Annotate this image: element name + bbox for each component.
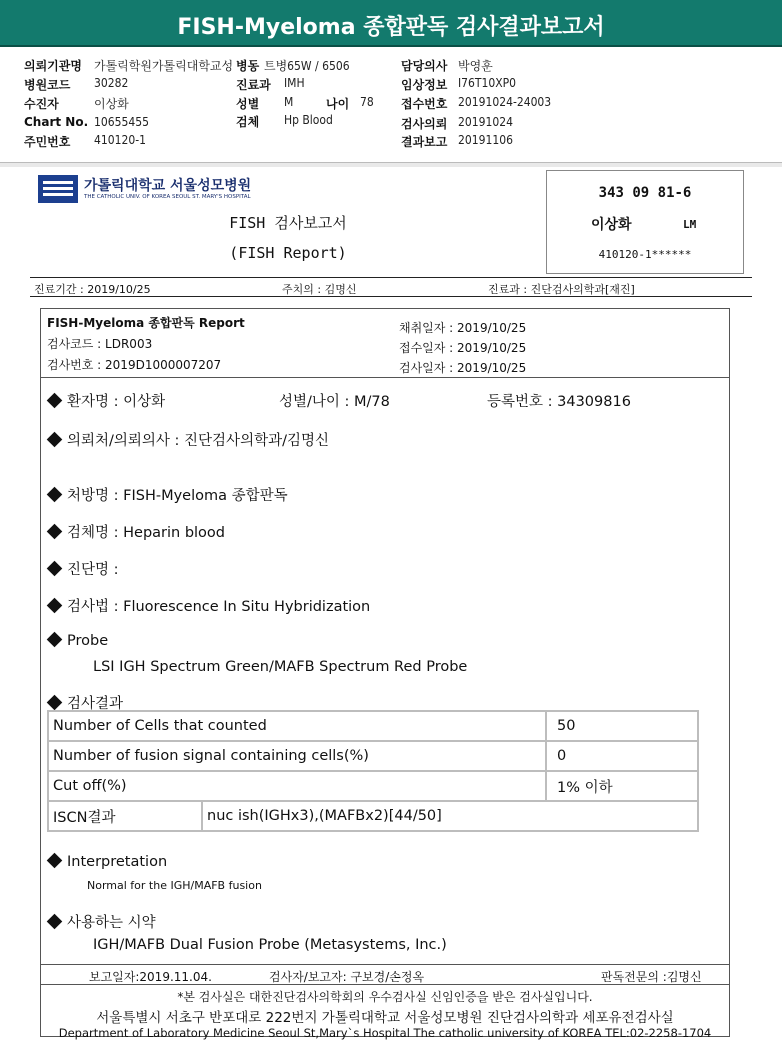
specimen-line: 검체명 : Heparin blood	[49, 521, 225, 542]
report-date: 보고일자:2019.11.04.	[89, 970, 212, 984]
title-banner	[0, 0, 782, 47]
reagent-title: 사용하는 시약	[49, 911, 156, 932]
prescription-line: 처방명 : FISH-Myeloma 종합판독	[49, 484, 288, 505]
age-value: 78	[360, 95, 374, 109]
receive-date: 접수일자 : 2019/10/25	[399, 341, 527, 355]
visit-info	[30, 277, 752, 297]
sex-value: M	[284, 95, 294, 109]
patient-resident: 410120-1******	[598, 248, 692, 261]
address-english: Department of Laboratory Medicine Seoul St,Mary`s Hospital The catholic university of KOREA TEL:02-2258-1704	[58, 1026, 712, 1040]
method-line: 검사법 : Fluorescence In Situ Hybridization	[49, 595, 370, 616]
chart-no-value: 10655455	[94, 115, 149, 129]
certification-note: *본 검사실은 대한진단검사의학회의 우수검사실 신임인증을 받은 검사실입니다.	[177, 990, 593, 1004]
hospital-code-label: 병원코드	[24, 78, 71, 92]
institution-value: 가톨릭학원가톨릭대학교성	[94, 59, 234, 73]
test-meta	[41, 309, 729, 378]
bullet-diamond-icon	[47, 598, 63, 614]
result-title: 검사결과	[49, 692, 123, 713]
accession-value: 20191024-24003	[458, 95, 552, 109]
ward-label: 병동	[236, 59, 260, 73]
bullet-diamond-icon	[47, 914, 63, 930]
iscn-label: ISCN결과	[48, 801, 202, 831]
report-title-en: (FISH Report)	[229, 244, 347, 262]
banner-title: FISH-Myeloma 종합판독 검사결과보고서	[177, 15, 605, 40]
bullet-diamond-icon	[47, 632, 63, 648]
age-label: 나이	[326, 97, 350, 111]
bullet-diamond-icon	[47, 393, 63, 409]
dept-value: IMH	[284, 76, 305, 90]
visit-period: 진료기간 : 2019/10/25	[34, 283, 151, 296]
specimen-value: Hp Blood	[284, 113, 333, 127]
report-title-ko: FISH 검사보고서	[229, 214, 347, 232]
table-row	[48, 801, 698, 831]
fusion-value: 0	[546, 741, 698, 771]
hospital-logo	[38, 175, 78, 203]
clinical-label: 임상정보	[401, 78, 448, 92]
doctor-label: 담당의사	[401, 59, 448, 73]
patient-name-line: 환자명 : 이상화	[49, 390, 165, 411]
specimen-label: 검체	[236, 115, 260, 129]
probe-value: LSI IGH Spectrum Green/MAFB Spectrum Red Probe	[93, 659, 468, 675]
referrer-line: 의뢰처/의뢰의사 : 진단검사의학과/김명신	[49, 429, 329, 450]
report-footer	[41, 984, 729, 1040]
visit-dept: 진료과 : 진단검사의학과[재진]	[488, 283, 635, 296]
collect-date: 채취일자 : 2019/10/25	[399, 321, 527, 335]
clinical-value: I76T10XP0	[458, 76, 517, 90]
iscn-value: nuc ish(IGHx3),(MAFBx2)[44/50]	[202, 801, 698, 831]
accession-label: 접수번호	[401, 97, 448, 111]
patient-id: 343 09 81-6	[598, 185, 692, 201]
hospital-name: 가톨릭대학교 서울성모병원	[84, 178, 252, 194]
test-number: 검사번호 : 2019D1000007207	[47, 358, 222, 372]
examiner: 검사자/보고자: 구보경/손정옥	[269, 970, 425, 984]
chart-no-label: Chart No.	[24, 115, 89, 129]
request-label: 검사의뢰	[401, 117, 448, 131]
interpretation-title: Interpretation	[49, 854, 167, 870]
fish-report-page	[0, 167, 782, 1040]
patient-name: 이상화	[591, 217, 632, 233]
examinee-value: 이상화	[94, 97, 129, 111]
bullet-diamond-icon	[47, 432, 63, 448]
table-row	[48, 711, 698, 741]
table-row	[48, 771, 698, 801]
fusion-label: Number of fusion signal containing cells(%)	[48, 741, 546, 771]
test-name: FISH-Myeloma 종합판독 Report	[47, 316, 245, 330]
examinee-label: 수진자	[24, 97, 59, 111]
cells-counted-value: 50	[546, 711, 698, 741]
bullet-diamond-icon	[47, 695, 63, 711]
report-date-label: 결과보고	[401, 135, 448, 149]
attending-physician: 주치의 : 김명신	[282, 283, 357, 296]
cells-counted-label: Number of Cells that counted	[48, 711, 546, 741]
interpretation-value: Normal for the IGH/MAFB fusion	[87, 879, 262, 892]
probe-title: Probe	[49, 633, 108, 649]
sex-label: 성별	[236, 97, 260, 111]
bullet-diamond-icon	[47, 524, 63, 540]
resident-value: 410120-1	[94, 133, 146, 147]
hospital-subname: THE CATHOLIC UNIV. OF KOREA SEOUL ST. MARY'S HOSPITAL	[84, 194, 251, 200]
institution-label: 의뢰기관명	[24, 59, 82, 73]
report-date-value: 20191106	[458, 133, 513, 147]
signature-row	[41, 964, 729, 984]
resident-label: 주민번호	[24, 135, 71, 149]
reg-no-line: 등록번호 : 34309816	[487, 394, 631, 410]
doctor-value: 박영훈	[458, 59, 493, 73]
reagent-value: IGH/MAFB Dual Fusion Probe (Metasystems, Inc.)	[93, 937, 447, 953]
table-row	[48, 741, 698, 771]
patient-code: LM	[683, 218, 697, 231]
exam-date: 검사일자 : 2019/10/25	[399, 361, 527, 375]
diagnosis-line: 진단명 :	[49, 558, 119, 579]
bullet-diamond-icon	[47, 561, 63, 577]
result-table	[47, 710, 699, 832]
address-korean: 서울특별시 서초구 반포대로 222번지 가톨릭대학교 서울성모병원 진단검사의학과 세포유전검사실	[96, 1010, 674, 1026]
patient-label-box	[546, 170, 744, 274]
test-code: 검사코드 : LDR003	[47, 337, 153, 351]
request-value: 20191024	[458, 115, 513, 129]
specialist: 판독전문의 :김명신	[601, 970, 702, 984]
hospital-code-value: 30282	[94, 76, 129, 90]
dept-label: 진료과	[236, 78, 271, 92]
bullet-diamond-icon	[47, 853, 63, 869]
cutoff-value: 1% 이하	[546, 771, 698, 801]
sex-age-line: 성별/나이 : M/78	[279, 394, 390, 410]
bullet-diamond-icon	[47, 487, 63, 503]
report-body	[40, 308, 730, 1040]
cutoff-label: Cut off(%)	[48, 771, 546, 801]
ward-value: 트병65W / 6506	[264, 59, 350, 73]
request-header	[0, 50, 782, 163]
